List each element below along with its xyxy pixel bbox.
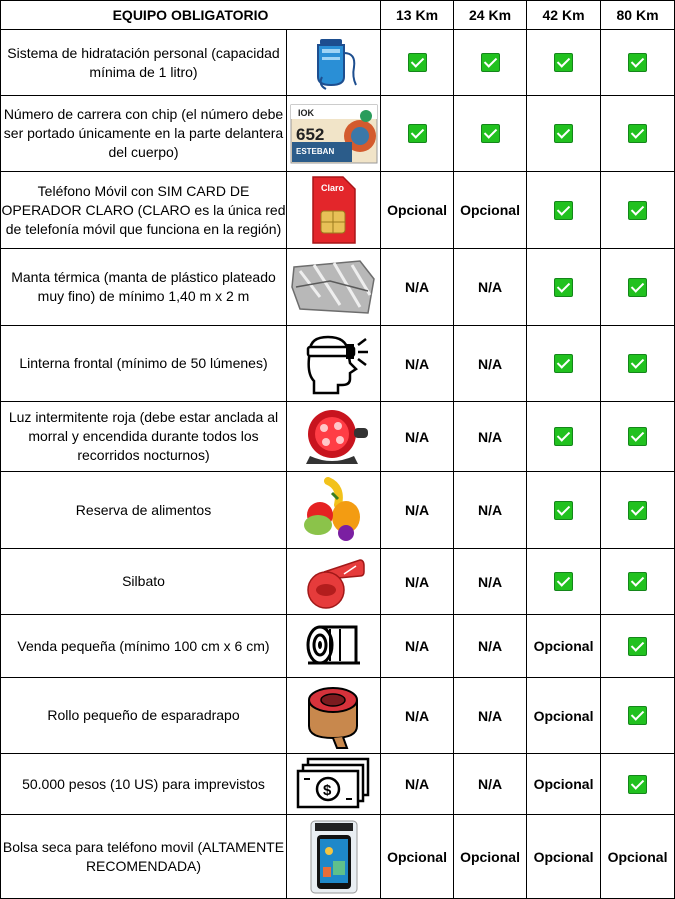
checkmark-box-icon	[628, 201, 647, 220]
table-row	[1, 326, 675, 402]
fruit-icon	[302, 477, 366, 543]
value-cell: Opcional	[527, 615, 601, 678]
value-cell: Opcional	[454, 172, 527, 249]
value-cell: N/A	[381, 402, 454, 472]
checkmark-box-icon	[408, 124, 427, 143]
value-cell	[527, 249, 601, 326]
value-cell	[601, 615, 675, 678]
value-cell	[601, 549, 675, 615]
checkmark-box-icon	[554, 201, 573, 220]
checkmark-box-icon	[554, 501, 573, 520]
money-icon	[296, 757, 372, 811]
checkmark-box-icon	[628, 637, 647, 656]
value-cell	[527, 172, 601, 249]
value-cell: N/A	[381, 472, 454, 549]
value-cell: Opcional	[601, 815, 675, 899]
checkmark-box-icon	[628, 124, 647, 143]
checkmark-box-icon	[628, 775, 647, 794]
hydration-bladder-icon	[304, 33, 364, 93]
value-cell	[601, 402, 675, 472]
checkmark-box-icon	[628, 53, 647, 72]
svg-text:ESTEBAN: ESTEBAN	[295, 146, 334, 156]
value-cell	[527, 402, 601, 472]
value-cell: N/A	[381, 754, 454, 815]
value-cell	[381, 96, 454, 172]
checkmark-box-icon	[554, 427, 573, 446]
value-cell	[454, 96, 527, 172]
value-cell	[527, 30, 601, 96]
checkmark-box-icon	[554, 278, 573, 297]
distance-42km: 42 Km	[527, 1, 601, 30]
distance-80km: 80 Km	[601, 1, 675, 30]
table-row	[1, 249, 675, 326]
red-blinking-light-icon	[296, 406, 372, 468]
headlamp-icon	[294, 333, 374, 395]
svg-text:Claro: Claro	[320, 183, 344, 193]
checkmark-box-icon	[628, 706, 647, 725]
value-cell	[601, 678, 675, 754]
value-cell: N/A	[381, 249, 454, 326]
distance-13km: 13 Km	[381, 1, 454, 30]
value-cell	[527, 326, 601, 402]
checkmark-box-icon	[628, 501, 647, 520]
table-row	[1, 472, 675, 549]
value-cell: Opcional	[527, 754, 601, 815]
checkmark-box-icon	[628, 354, 647, 373]
value-cell: N/A	[454, 615, 527, 678]
value-cell: N/A	[454, 678, 527, 754]
svg-text:$: $	[322, 782, 331, 799]
value-cell: N/A	[381, 549, 454, 615]
item-label: 50.000 pesos (10 US) para imprevistos	[1, 754, 287, 815]
checkmark-box-icon	[554, 354, 573, 373]
item-label: Luz intermitente roja (debe estar anclada al morral y encendida durante todos los recorridos nocturnos)	[1, 402, 287, 472]
header-row	[1, 1, 675, 30]
value-cell: N/A	[454, 472, 527, 549]
checkmark-box-icon	[628, 572, 647, 591]
table-row	[1, 754, 675, 815]
table-row	[1, 815, 675, 899]
value-cell	[601, 96, 675, 172]
value-cell	[601, 326, 675, 402]
item-label: Número de carrera con chip (el número debe ser portado únicamente en la parte delantera del cuerpo)	[1, 96, 287, 172]
item-label: Sistema de hidratación personal (capacidad mínima de 1 litro)	[1, 30, 287, 96]
table-row	[1, 30, 675, 96]
value-cell: N/A	[454, 326, 527, 402]
value-cell	[601, 472, 675, 549]
table-row	[1, 615, 675, 678]
table-title: EQUIPO OBLIGATORIO	[1, 1, 381, 30]
checkmark-box-icon	[481, 124, 500, 143]
table-row	[1, 96, 675, 172]
value-cell: Opcional	[454, 815, 527, 899]
checkmark-box-icon	[554, 572, 573, 591]
value-cell	[601, 754, 675, 815]
item-label: Bolsa seca para teléfono movil (ALTAMENTE RECOMENDADA)	[1, 815, 287, 899]
value-cell	[601, 30, 675, 96]
value-cell: N/A	[381, 615, 454, 678]
table-row	[1, 402, 675, 472]
item-label: Venda pequeña (mínimo 100 cm x 6 cm)	[1, 615, 287, 678]
value-cell: Opcional	[527, 678, 601, 754]
value-cell	[454, 30, 527, 96]
value-cell: N/A	[381, 326, 454, 402]
item-label: Rollo pequeño de esparadrapo	[1, 678, 287, 754]
value-cell: Opcional	[381, 172, 454, 249]
value-cell: N/A	[454, 549, 527, 615]
table-row	[1, 549, 675, 615]
value-cell	[527, 549, 601, 615]
checkmark-box-icon	[408, 53, 427, 72]
value-cell: N/A	[381, 678, 454, 754]
item-label: Linterna frontal (mínimo de 50 lúmenes)	[1, 326, 287, 402]
item-label: Teléfono Móvil con SIM CARD DE OPERADOR CLARO (CLARO es la única red de telefonía móvil que funciona en la región)	[1, 172, 287, 249]
checkmark-box-icon	[481, 53, 500, 72]
tape-roll-icon	[303, 682, 365, 750]
value-cell	[381, 30, 454, 96]
table-row	[1, 678, 675, 754]
value-cell	[527, 472, 601, 549]
svg-text:652: 652	[295, 124, 324, 144]
value-cell: N/A	[454, 402, 527, 472]
checkmark-box-icon	[628, 427, 647, 446]
checkmark-box-icon	[554, 124, 573, 143]
value-cell: Opcional	[527, 815, 601, 899]
value-cell: N/A	[454, 249, 527, 326]
item-label: Reserva de alimentos	[1, 472, 287, 549]
sim-card-icon	[309, 175, 359, 245]
distance-24km: 24 Km	[454, 1, 527, 30]
value-cell: Opcional	[381, 815, 454, 899]
thermal-blanket-icon	[290, 257, 378, 317]
table-row	[1, 172, 675, 249]
item-label: Manta térmica (manta de plástico plateado muy fino) de mínimo 1,40 m x 2 m	[1, 249, 287, 326]
whistle-icon	[302, 554, 366, 610]
value-cell	[527, 96, 601, 172]
item-label: Silbato	[1, 549, 287, 615]
dry-bag-phone-icon	[309, 819, 359, 895]
bandage-roll-icon	[300, 621, 368, 671]
svg-text:IOK: IOK	[297, 107, 314, 118]
checkmark-box-icon	[628, 278, 647, 297]
checkmark-box-icon	[554, 53, 573, 72]
race-bib-icon	[290, 104, 378, 164]
value-cell	[601, 249, 675, 326]
value-cell: N/A	[454, 754, 527, 815]
value-cell	[601, 172, 675, 249]
